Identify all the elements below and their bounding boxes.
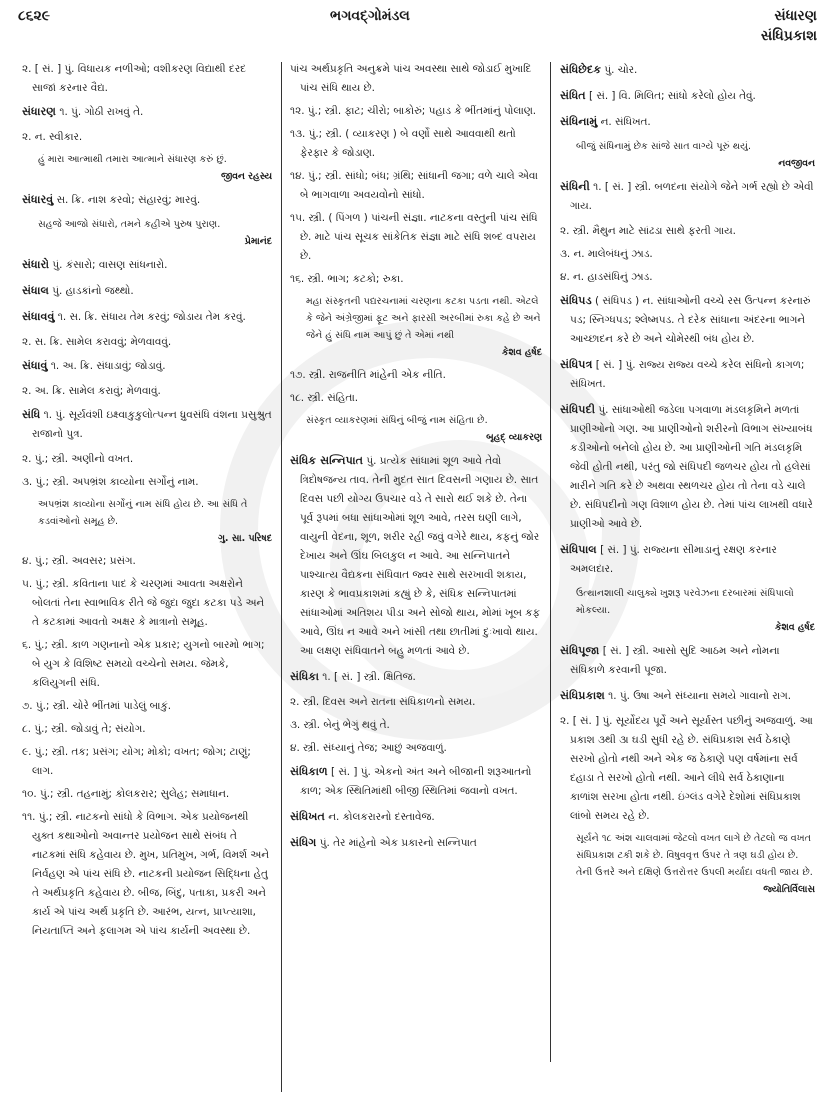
- entry-definition: [ સં. ] વિ. મિલિત; સાંધો કરેલો હોય તેવું.: [589, 90, 756, 102]
- entry-definition: ૪. પું.; સ્ત્રી. અવસર; પ્રસંગ.: [22, 555, 136, 567]
- entry-definition: ૪. ન. હાડસંધિનું ઝાડ.: [560, 271, 653, 283]
- dictionary-entry: [22, 281, 272, 301]
- entry-sense: [22, 128, 272, 147]
- quote-text: મહા સંસ્કૃતની પદ્યરચનામાં ચરણના કટકા પડતા નથી. એટલે કે જેને અંગ્રેજીમાં ફૂટ અને ફારસી અરબીમાં રુકા કહે છે અને જેને હું સંધિ નામ આપું છું તે એમાં નથી: [306, 296, 541, 341]
- entry-sense: [22, 697, 272, 716]
- entry-definition: ૨. સ્ત્રી. મૈથુન માટે સાંઢડા સાથે ફરતી ગાય.: [560, 225, 736, 237]
- citation-quote: [576, 830, 815, 898]
- quote-source: નવજીવન: [778, 158, 815, 169]
- entry-definition: ૨. [ સં. ] પું. વિધાયક નળીઓ; વશીકરણ વિદ્યાથી દરદ સાજાં કરનાર વૈદ્ય.: [22, 63, 246, 94]
- entry-headword: સંધિકા: [290, 670, 319, 683]
- entry-definition: ૧. સ. ક્રિ. સંધાય તેમ કરવું; જોડાય તેમ કરવું.: [57, 311, 246, 323]
- entry-headword: સંધિપૂજા: [560, 644, 600, 657]
- entry-sense: [22, 552, 272, 571]
- entry-headword: સંધાલ: [22, 284, 49, 297]
- entry-headword: સંધિ: [22, 408, 41, 421]
- dictionary-entry: [560, 60, 815, 80]
- dictionary-entry: [290, 807, 542, 827]
- quote-source: ગુ. સા. પરિષદ: [218, 533, 272, 544]
- entry-definition: [ સં. ] સ્ત્રી. આસો સુદિ આઠમ અને નોમના સંધિકાળે કરવાની પૂજા.: [570, 645, 780, 676]
- entry-sense: [560, 245, 815, 264]
- entry-sense: [290, 366, 542, 385]
- entry-definition: ૨. પું.; સ્ત્રી. અણીનો વખત.: [22, 453, 134, 465]
- entry-definition: ૧૧. પું.; સ્ત્રી. નાટકનો સાંધો કે વિભાગ. એક પ્રયોજનથી યુક્ત કથાઓનો અવાન્તર પ્રયોજન સાથે સંબંધ તે નાટકમાં સંધિ કહેવાય છે. મુખ, પ્રતિમુખ, ગર્ભ, વિમર્શ અને નિર્વહણ એ પાંચ સંધિ છે. નાટકની પ્રયોજન સિદ્ધિના હેતુ તે અર્થપ્રકૃતિ કહેવાય છે. બીજ, બિંદુ, પતાકા, પ્રકરી અને કાર્ય એ પાંચ અર્થ પ્રકૃતિ છે. આરંભ, યત્ન, પ્રાપ્ત્યાશા, નિયતાપ્તિ અને ફલાગમ એ પાંચ કાર્યની અવસ્થા છે.: [22, 811, 269, 937]
- entry-headword: સંધિત: [560, 89, 586, 102]
- dictionary-entry: [290, 451, 542, 661]
- quote-text: ઉત્થાનશાલી ચાલુક્યે ખુશરૂ પરવેઝના દરબારમાં સંધિપાલો મોકલ્યા.: [576, 588, 794, 616]
- dictionary-entry: [22, 405, 272, 444]
- page-header: [0, 0, 825, 62]
- entry-headword: સંધાવવું: [22, 310, 55, 323]
- entry-headword: સંધિખત: [290, 810, 325, 823]
- entry-sense: [22, 60, 272, 98]
- entry-headword: સંધારો: [22, 258, 50, 271]
- quote-source: જીવન રહસ્ય: [220, 171, 272, 182]
- entry-headword: સંધિક સન્નિપાત: [290, 454, 364, 467]
- entry-sense: [22, 636, 272, 693]
- quote-source: જ્યોતિર્વિલાસ: [763, 884, 815, 895]
- entry-definition: ૧૨. પું.; સ્ત્રી. ફાટ; ચીરો; બાકોરું; પહાડ કે ભીંતમાંનું પોલાણ.: [290, 105, 537, 117]
- entry-sense: [290, 125, 542, 163]
- quote-source: પ્રેમાનંદ: [244, 236, 272, 247]
- entry-definition: ૧૮. સ્ત્રી. સંહિતા.: [290, 392, 359, 404]
- guide-words: [761, 6, 817, 46]
- entry-definition: ૯. પું.; સ્ત્રી. તક; પ્રસંગ; યોગ; મોકો; વખત; જોગ; ટાણું; લાગ.: [22, 746, 251, 777]
- entry-headword: સંધિછેદક: [560, 63, 602, 76]
- entry-definition: ૩. પું.; સ્ત્રી. અપભ્રંશ કાવ્યોના સર્ગોનું નામ.: [22, 476, 199, 488]
- entry-definition: ૭. પું.; સ્ત્રી. ચોરે ભીંતમાં પાડેલું બાકું.: [22, 700, 172, 712]
- dictionary-entry: [22, 102, 272, 122]
- entry-sense: [22, 720, 272, 739]
- citation-quote: [38, 496, 272, 547]
- entry-definition: પું. પ્રત્યેક સાંધામાં શૂળ આવે તેવો ત્રિદોષજન્ય તાવ. તેની મુદત સાત દિવસની ગણાય છે. સાત દિવસ પછી યોગ્ય ઉપચાર વડે તે સારો થઈ શકે છે. તેના પૂર્વ રૂપમાં બધા સાંધાઓમાં શૂળ આવે, તરસ ઘણી લાગે, વાયુની વેદના, શૂળ, શરીર રહી જવું વગેરે થાય, કફનું જોર દેખાય અને ઊંઘ બિલકુલ ન આવે. આ સન્નિપાતને પાશ્ચાત્ય વૈદ્યકના સંધિવાત જ્વર સાથે સરખાવી શકાય, કારણ કે ભાવપ્રકાશમાં કહ્યું છે કે, સંધિક સન્નિપાતમાં સાંધાઓમાં અતિશય પીડા અને સોજો થાય, મોમાં ખૂબ કફ આવે, ઊંઘ ન આવે અને ખાંસી તથા છાતીમાં દુઃખાવો થાય. આ લક્ષણ સંધિવાતને બહુ મળતાં આવે છે.: [300, 455, 540, 657]
- quote-source: કેશવ હર્ષદ: [774, 622, 815, 633]
- entry-definition: ૧. અ. ક્રિ. સંધાડાવું; જોડાવું.: [50, 360, 166, 372]
- dictionary-entry: [560, 540, 815, 579]
- entry-definition: પું. તેર માંહેનો એક પ્રકારનો સન્નિપાત: [319, 837, 477, 849]
- page-number: ૮૬૨૯: [18, 8, 51, 24]
- entry-definition: ૧૬. સ્ત્રી. ભાગ; કટકો; રુકા.: [290, 273, 404, 285]
- column-middle: [290, 60, 542, 859]
- entry-sense: [290, 716, 542, 735]
- entry-headword: સંધિનામું: [560, 115, 598, 128]
- entry-definition: ૨. સ. ક્રિ. સામેલ કરાવવું; મેળવાવવું.: [22, 336, 172, 348]
- entry-sense: [290, 693, 542, 712]
- page-title: ભગવદ્ગોમંડલ: [330, 8, 410, 24]
- entry-definition: [ સં. ] પું. એકનો અંત અને બીજાની શરૂઆતનો કાળ; એક સ્થિતિમાંથી બીજી સ્થિતિમાં જવાનો વખત.: [300, 766, 532, 797]
- entry-sense: [560, 268, 815, 287]
- entry-definition: પાંચ અર્થપ્રકૃતિ અનુક્રમે પાંચ અવસ્થા સાથે જોડાઈ મુખાદિ પાંચ સંધિ થાય છે.: [290, 63, 532, 94]
- entry-sense: [290, 739, 542, 758]
- entry-sense: [290, 270, 542, 289]
- entry-definition: ૬. પું.; સ્ત્રી. કાળ ગણનાનો એક પ્રકાર; યુગનો બારમો ભાગ; બે યુગ કે વિશિષ્ટ સમયો વચ્ચેનો સમય. જેમકે, કલિયુગની સંધિ.: [22, 639, 265, 689]
- citation-quote: [576, 138, 815, 172]
- entry-sense: [560, 222, 815, 241]
- entry-definition: ૧૦. પું.; સ્ત્રી. તહનામું; કોલકરાર; સુલેહ; સમાધાન.: [22, 788, 230, 800]
- entry-definition: ૫. પું.; સ્ત્રી. કવિતાના પાદ કે ચરણમાં આવતા અક્ષરોને બોલતાં તેના સ્વાભાવિક રીતે જે જુદા જુદા કટકા પડે અને તે કટકામાં આવતો અક્ષર કે માત્રાનો સમૂહ.: [22, 578, 265, 628]
- column-right: [560, 60, 815, 903]
- citation-quote: [306, 412, 542, 446]
- entry-headword: સંધારણ: [22, 105, 57, 118]
- entry-definition: ૮. પું.; સ્ત્રી. જોડાવું તે; સંયોગ.: [22, 723, 146, 735]
- entry-definition: ( સંધિપડ ) ન. સાંધાઓની વચ્ચે રસ ઉત્પન્ન કરનારું પડ; સ્નિગ્ધપડ; શ્લેષ્મપડ. તે દરેક સાંધાના અંદરના ભાગને આચ્છાદન કરે છે અને ચોમેરથી બંધ હોય છે.: [570, 295, 811, 345]
- entry-definition: ૩. સ્ત્રી. બેનું ભેગું થવું તે.: [290, 719, 390, 731]
- entry-definition: ૧૩. પું.; સ્ત્રી. ( વ્યાકરણ ) બે વર્ણો સાથે આવવાથી થતો ફેરફાર કે જોડાણ.: [290, 128, 516, 159]
- dictionary-entry: [560, 400, 815, 534]
- dictionary-entry: [290, 833, 542, 853]
- citation-quote: [576, 585, 815, 636]
- entry-definition: ૩. ન. માલેબંધનું ઝાડ.: [560, 248, 653, 260]
- dictionary-entry: [22, 307, 272, 327]
- entry-headword: સંધિપ્રકાશ: [560, 689, 605, 702]
- entry-definition: ૧. [ સં. ] સ્ત્રી. બળદના સંયોગે જેને ગર્ભ રહ્યો છે એવી ગાય.: [570, 181, 814, 212]
- guide-word-last: સંધિપ્રકાશ: [760, 28, 817, 44]
- entry-headword: સંધિપત્ર: [560, 358, 593, 371]
- citation-quote: [38, 151, 272, 185]
- quote-text: બીજું સંધિનામું છેક સાંજે સાત વાગ્યે પૂરું થયું.: [576, 141, 752, 152]
- quote-text: હું મારા આત્માથી તમારા આત્માને સંધારણ કરું છું.: [38, 154, 227, 165]
- quote-text: સૂર્યને ૧૮ અંશ ચાલવામાં જેટલો વખત લાગે છે તેટલો જ વખત સંધિપ્રકાશ ટકી શકે છે. વિષુવવૃત્ત ઉપર તે ત્રણ ઘડી હોય છે. તેની ઉત્તરે અને દક્ષિણે ઉત્તરોત્તર ઉપલી મર્યાદા વધતી જાય છે.: [576, 833, 813, 878]
- entry-definition: પું. હાડકાંનો જથ્થો.: [52, 285, 134, 297]
- entry-definition: ૧. પું. સૂર્યવંશી ઇક્ષ્વાકુકુલોત્પન્ન ધ્રુવસંધિ વંશના પ્રસુશ્રુત રાજાનો પુત્ર.: [32, 409, 272, 440]
- entry-definition: પું. સાંધાઓથી જડેલા પગવાળા મંડલકૃમિને મળતાં પ્રાણીઓનો ગણ. આ પ્રાણીઓનો શરીરનો વિભાગ સંખ્યાબંધ કડીઓનો બનેલો હોય છે. આ પ્રાણીઓની ગતિ મંડલકૃમિ જેવી હોતી નથી, પરંતુ જો સંધિપદી જળચર હોય તો હલેસાં મારીને ગતિ કરે છે અથવા સ્થળચર હોય તો તેના વડે ચાલે છે. સંધિપદીનો ગણ વિશાળ હોય છે. તેમાં પાંચ લાખથી વધારે પ્રાણીઓ આવે છે.: [570, 404, 813, 530]
- entry-headword: સંધિપાલ: [560, 543, 597, 556]
- entry-sense: [290, 389, 542, 408]
- dictionary-entry: [560, 291, 815, 349]
- entry-sense: [22, 575, 272, 632]
- quote-source: બૃહદ્ વ્યાકરણ: [486, 432, 542, 443]
- entry-definition: ૧. પું. ગોઠી રાખવું તે.: [59, 106, 144, 118]
- citation-quote: [306, 293, 542, 361]
- entry-sense: [22, 808, 272, 941]
- entry-sense: [22, 473, 272, 492]
- entry-headword: સંધિગ: [290, 836, 317, 849]
- entry-headword: સંધિપડ: [560, 294, 592, 307]
- entry-definition: ૨. અ. ક્રિ. સામેલ કરાવું; મેળવાવું.: [22, 385, 161, 397]
- entry-definition: સ. ક્રિ. નાશ કરવો; સંહારવું; મારવું.: [56, 194, 201, 206]
- dictionary-entry: [560, 641, 815, 680]
- entry-sense: [290, 102, 542, 121]
- entry-sense: [290, 167, 542, 205]
- entry-sense: [290, 209, 542, 266]
- dictionary-entry: [560, 177, 815, 216]
- entry-definition: ૧૫. સ્ત્રી. ( પિંગળ ) પાંચની સંજ્ઞા. નાટકના વસ્તુની પાંચ સંધિ છે. માટે પાંચ સૂચક સાંકેતિક સંજ્ઞા માટે સંધિ શબ્દ વપરાય છે.: [290, 212, 538, 262]
- entry-sense: [560, 712, 815, 826]
- entry-definition: ન. સંધિખત.: [600, 116, 651, 128]
- guide-word-first: સંધારણ: [774, 8, 817, 24]
- entry-definition: ૧૪. પું.; સ્ત્રી. સાંધો; બંધ; ગ્રંથિ; સાંધાની જગા; વળે ચાલે એવા બે ભાગવાળા અવયવોનો સાંધો.: [290, 170, 538, 201]
- dictionary-entry: [290, 667, 542, 687]
- entry-sense: [290, 60, 542, 98]
- entry-definition: ૧. [ સં. ] સ્ત્રી. ક્ષિતિજ.: [322, 671, 416, 683]
- entry-definition: ૨. ન. સ્વીકાર.: [22, 131, 83, 143]
- quote-text: સંસ્કૃત વ્યાકરણમાં સંધિનું બીજું નામ સંહિતા છે.: [306, 415, 488, 426]
- dictionary-entry: [22, 255, 272, 275]
- entry-definition: [ સં. ] પું. રાજ્યના સીમાડાનું રક્ષણ કરનાર અમલદાર.: [570, 544, 777, 575]
- entry-definition: ૨. સ્ત્રી. દિવસ અને રાતના સંધિકાળનો સમય.: [290, 696, 476, 708]
- quote-text: અપભ્રંશ કાવ્યોના સર્ગોનું નામ સંધિ હોય છે. આ સંધિ તે કડવાંઓનો સમૂહ છે.: [38, 499, 248, 527]
- dictionary-entry: [22, 356, 272, 376]
- entry-definition: પું. ચોર.: [604, 64, 638, 76]
- entry-sense: [22, 333, 272, 352]
- dictionary-entry: [560, 112, 815, 132]
- entry-headword: સંધારવું: [22, 193, 54, 206]
- entry-sense: [22, 785, 272, 804]
- entry-definition: [ સં. ] પું. રાજ્ય રાજ્ય વચ્ચે કરેલ સંધિનો કાગળ; સંધિખત.: [570, 359, 805, 390]
- entry-definition: ૧૭. સ્ત્રી. રાજનીતિ માંહેની એક નીતિ.: [290, 369, 446, 381]
- entry-headword: સંધાવું: [22, 359, 48, 372]
- quote-text: સહજે આજો સંધારો, તમને કહીએ પુરુષ પુરાણ.: [38, 219, 221, 230]
- quote-source: કેશવ હર્ષદ: [501, 347, 542, 358]
- dictionary-entry: [22, 190, 272, 210]
- entry-headword: સંધિપદી: [560, 403, 596, 416]
- column-left: [22, 60, 272, 945]
- dictionary-entry: [560, 86, 815, 106]
- entry-definition: ન. કોલકરારનો દસ્તાવેજ.: [328, 811, 435, 823]
- entry-sense: [22, 743, 272, 781]
- citation-quote: [38, 216, 272, 250]
- entry-sense: [22, 382, 272, 401]
- entry-definition: ૧. પું. ઉષા અને સંધ્યાના સમયે ગાવાનો રાગ.: [608, 690, 792, 702]
- entry-headword: સંધિકાળ: [290, 765, 328, 778]
- dictionary-entry: [560, 686, 815, 706]
- entry-headword: સંધિની: [560, 180, 590, 193]
- entry-definition: ૨. [ સં. ] પું. સૂર્યોદય પૂર્વે અને સૂર્યાસ્ત પછીનું અજવાળું. આ પ્રકાશ ૩થી ૩ા ઘડી સુધી રહે છે. સંધિપ્રકાશ સર્વ ઠેકાણે સરખો હોતો નથી અને એક જ ઠેકાણે પણ વર્ષમાંના સર્વ દહાડા તે સરખો હોતો નથી. આને લીધે સર્વ ઠેકાણાના કાળાંશ સરખા હોતા નથી. ઇંગ્લંડ વગેરે દેશોમાં સંધિપ્રકાશ લાંબો સમય રહે છે.: [560, 715, 813, 822]
- dictionary-columns: [0, 60, 825, 1104]
- entry-definition: પું. કંસારો; વાસણ સાંધનારો.: [52, 259, 168, 271]
- entry-definition: ૪. સ્ત્રી. સંધ્યાનું તેજ; આછું અજવાળું.: [290, 742, 447, 754]
- dictionary-entry: [560, 355, 815, 394]
- dictionary-entry: [290, 762, 542, 801]
- entry-sense: [22, 450, 272, 469]
